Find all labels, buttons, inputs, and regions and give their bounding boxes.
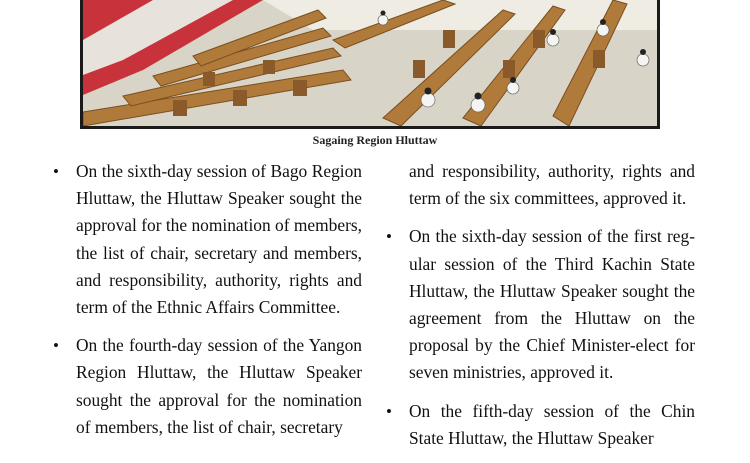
right-column (409, 158, 695, 463)
news-item-kachin: • On the sixth-day session of the first regular session of the Third Kachin State Hluttaw, the Hluttaw Speaker sought the agreement from the Hluttaw on the proposal by the Chief Minister-elect for seven ministries, approved it. (409, 223, 695, 386)
news-item-yangon: • On the fourth-day session of the Yangon Region Hluttaw, the Hluttaw Speaker sought the approval for the nomination of members, the list of chair, secretary (76, 332, 362, 441)
news-item-continued: and responsibility, authority, rights and term of the six committees, approved it. (409, 161, 695, 209)
left-column (76, 158, 362, 452)
photo-caption: Sagaing Region Hluttaw (312, 133, 438, 147)
news-item-chin: • On the fifth-day session of the Chin State Hluttaw, the Hluttaw Speaker (409, 398, 695, 452)
news-item-bago: • On the sixth-day session of Bago Region Hluttaw, the Hluttaw Speaker sought the approval for the nomination of members, the list of chair, secretary and members, and responsibility, authority, rights and term of the Ethnic Affairs Committee. (76, 158, 362, 321)
hluttaw-chamber-photo (80, 0, 660, 129)
